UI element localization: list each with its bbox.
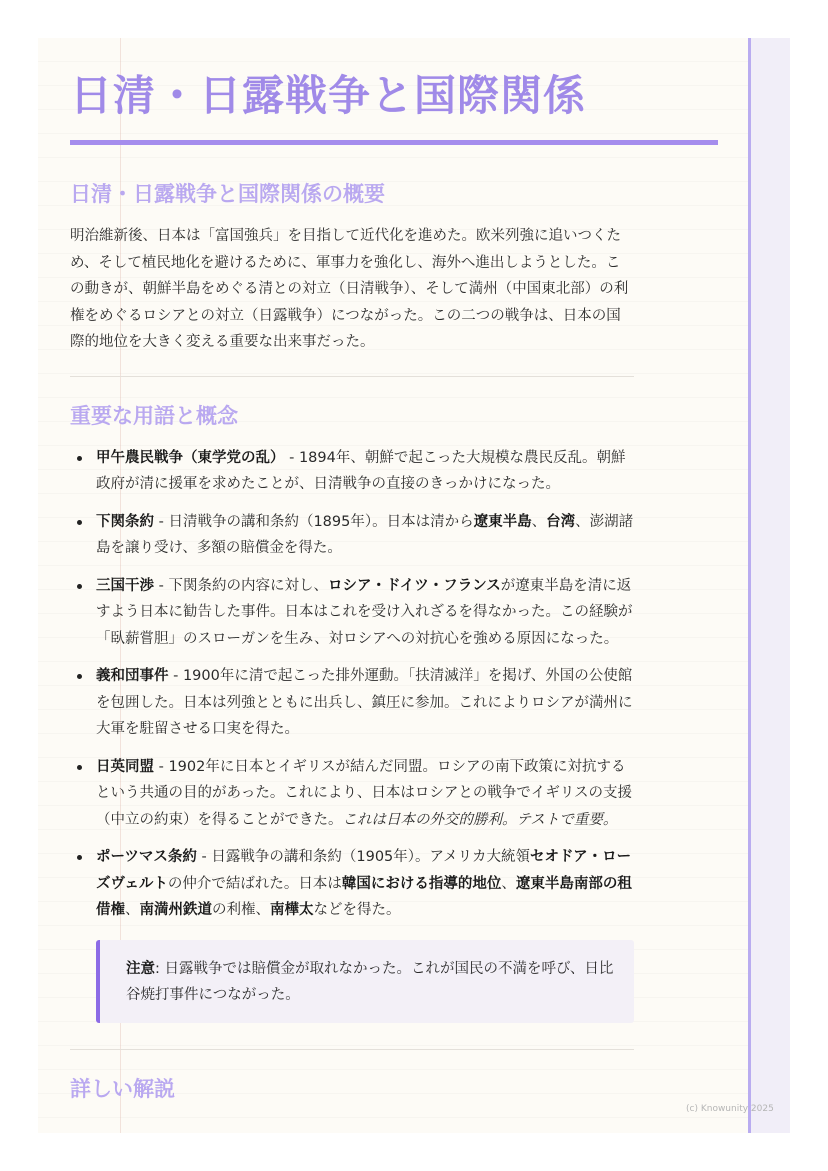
title-underline xyxy=(70,140,718,145)
term-bold-text: 甲午農民戦争（東学党の乱） xyxy=(96,449,285,466)
overview-heading: 日清・日露戦争と国際関係の概要 xyxy=(70,182,385,206)
term-text: 、 xyxy=(531,513,547,530)
term-italic-text: これは日本の外交的勝利。テストで重要。 xyxy=(342,811,618,828)
term-bold-text: 日英同盟 xyxy=(96,758,154,775)
term-text: 、 xyxy=(501,875,516,892)
term-bold-text: 下関条約 xyxy=(96,513,154,530)
term-text: の仲介で結ばれた。日本は xyxy=(167,875,342,892)
term-bold-text: セオドア・ローズヴェルト xyxy=(96,849,632,892)
term-item xyxy=(70,509,634,562)
note-text: : 日露戦争では賠償金が取れなかった。これが国民の不満を呼び、日比谷焼打事件につながった。 xyxy=(126,960,614,1003)
overview-text: 明治維新後、日本は「富国強兵」を目指して近代化を進めた。欧米列強に追いつくため、そして植民地化を避けるために、軍事力を強化し、海外へ進出しようとした。この動きが、朝鮮半島をめぐる清との対立（日清戦争）、そして満州（中国東北部）の利権をめぐるロシアとの対立（日露戦争）につながった。この二つの戦争は、日本の国際的地位を大きく変える重要な出来事だった。 xyxy=(70,228,629,350)
term-text: - 1900年に清で起こった排外運動。「扶清滅洋」を掲げ、外国の公使館を包囲した。日本は列強とともに出兵し、鎮圧に参加。これによりロシアが満州に大軍を駐留させる口実を得た。 xyxy=(96,668,633,737)
page-edge-strip xyxy=(748,38,790,1133)
term-text: - 下関条約の内容に対し、 xyxy=(154,577,328,594)
page-title: 日清・日露戦争と国際関係 xyxy=(70,71,587,120)
term-item xyxy=(70,445,634,498)
term-item xyxy=(70,663,634,743)
terms-section xyxy=(70,401,634,1023)
term-text: 、 xyxy=(125,902,140,918)
term-bold-text: ロシア・ドイツ・フランス xyxy=(327,577,501,594)
page-edge-rule xyxy=(748,38,751,1133)
note-label: 注意 xyxy=(126,960,155,977)
term-text: などを得た。 xyxy=(313,902,401,918)
term-item xyxy=(70,573,634,653)
term-text: - 日露戦争の講和条約（1905年）。アメリカ大統領 xyxy=(196,849,531,865)
term-text: - 日清戦争の講和条約（1895年）。日本は清から xyxy=(154,513,474,530)
term-text: が遼東半島を清に返すよう日本に勧告した事件。日本はこれを受け入れざるを得なかった。この経験が「臥薪嘗胆」のスローガンを生み、対ロシアへの対抗心を強める原因になった。 xyxy=(96,577,633,647)
section-divider xyxy=(70,376,634,377)
term-bold-text: 南樺太 xyxy=(270,902,314,918)
details-heading: 詳しい解説 xyxy=(70,1076,175,1101)
term-text: 、澎湖諸島を譲り受け、多額の賠償金を得た。 xyxy=(96,513,634,556)
section-divider xyxy=(70,1049,634,1050)
term-text: の利権、 xyxy=(212,902,270,918)
details-section xyxy=(70,1074,634,1104)
term-bold-text: 台湾 xyxy=(546,513,576,530)
term-bold-text: 遼東半島南部の租借権 xyxy=(96,875,632,918)
term-item xyxy=(70,844,634,924)
copyright-footer: (c) Knowunity 2025 xyxy=(686,1104,774,1114)
term-text: - 1894年、朝鮮で起こった大規模な農民反乱。朝鮮政府が清に援軍を求めたことが、日清戦争の直接のきっかけになった。 xyxy=(96,449,626,492)
term-bold-text: 韓国における指導的地位 xyxy=(341,875,502,892)
note-callout xyxy=(96,940,634,1023)
overview-section xyxy=(70,179,634,356)
terms-list xyxy=(70,445,634,924)
term-text: - 1902年に日本とイギリスが結んだ同盟。ロシアの南下政策に対抗するという共通の目的があった。これにより、日本はロシアとの戦争でイギリスの支援（中立の約束）を得ることができた。 xyxy=(96,758,633,828)
term-bold-text: 南満州鉄道 xyxy=(139,902,212,918)
term-bold-text: 三国干渉 xyxy=(96,577,154,594)
terms-heading: 重要な用語と概念 xyxy=(70,403,238,428)
term-bold-text: ポーツマス条約 xyxy=(96,849,197,865)
document-content xyxy=(70,62,718,1104)
term-bold-text: 義和団事件 xyxy=(96,668,169,684)
term-bold-text: 遼東半島 xyxy=(473,513,532,530)
term-item xyxy=(70,754,634,834)
